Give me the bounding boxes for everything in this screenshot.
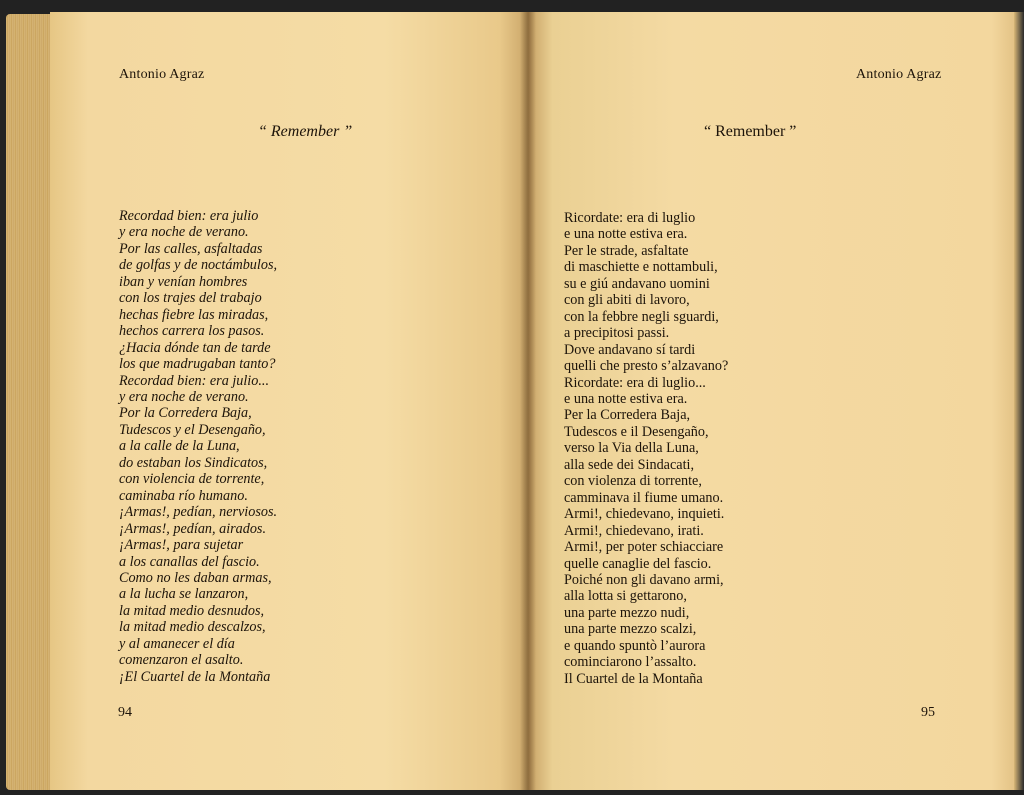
poem-line: Tudescos y el Desengaño, (119, 421, 266, 438)
poem-line: su e giú andavano uomini (564, 275, 710, 292)
running-header-author: Antonio Agraz (856, 67, 942, 82)
book-gutter (520, 12, 536, 790)
poem-line: caminaba río humano. (119, 487, 248, 504)
poem-line: Armi!, per poter schiacciare (564, 539, 724, 556)
poem-line: alla lotta si gettarono, (564, 588, 687, 605)
poem-line: Dove andavano sí tardi (564, 341, 696, 358)
poem-line: ¿Hacia dónde tan de tarde (119, 339, 271, 356)
poem-line: ¡El Cuartel de la Montaña (119, 668, 271, 685)
poem-line: cominciarono l’assalto. (564, 654, 697, 671)
right-page (528, 12, 1016, 790)
running-header-author: Antonio Agraz (119, 67, 205, 82)
poem-line: quelli che presto s’alzavano? (564, 358, 729, 375)
poem-line: con gli abiti di lavoro, (564, 292, 690, 309)
poem-line: a los canallas del fascio. (119, 553, 260, 570)
poem-line: Como no les daban armas, (119, 569, 272, 586)
left-page (50, 12, 528, 790)
poem-line: di maschiette e nottambuli, (564, 259, 718, 276)
poem-line: a la calle de la Luna, (119, 438, 240, 455)
poem-line: Armi!, chiedevano, inquieti. (564, 506, 725, 523)
poem-line: los que madrugaban tanto? (119, 356, 276, 373)
poem-line: verso la Via della Luna, (564, 440, 699, 457)
poem-line: Per la Corredera Baja, (564, 407, 691, 424)
poem-line: Recordad bien: era julio... (119, 372, 269, 389)
poem-line: e quando spuntò l’aurora (564, 637, 706, 654)
poem-line: comenzaron el asalto. (119, 652, 244, 669)
cover-edge (1014, 12, 1024, 790)
poem-line: Recordad bien: era julio (119, 208, 259, 224)
poem-line: la mitad medio desnudos, (119, 602, 265, 619)
poem-line: ¡Armas!, pedían, airados. (119, 520, 267, 537)
poem-line: Poiché non gli davano armi, (564, 571, 724, 588)
poem-line: y era noche de verano. (119, 388, 249, 405)
poem-line: una parte mezzo nudi, (564, 604, 690, 621)
poem-line: con violenza di torrente, (564, 473, 702, 490)
poem-line: con violencia de torrente, (119, 471, 265, 488)
page-edges (6, 14, 56, 790)
poem-line: alla sede dei Sindacati, (564, 456, 695, 473)
poem-line: Ricordate: era di luglio (564, 210, 696, 226)
poem-line: Ricordate: era di luglio... (564, 374, 706, 391)
page-number: 94 (118, 705, 132, 720)
page-number: 95 (921, 705, 935, 720)
poem-line: con los trajes del trabajo (119, 290, 262, 307)
poem-text-spanish (119, 208, 277, 685)
poem-line: Por la Corredera Baja, (119, 405, 252, 422)
poem-line: la mitad medio descalzos, (119, 619, 266, 636)
poem-line: hechos carrera los pasos. (119, 323, 265, 340)
poem-line: hechas fiebre las miradas, (119, 306, 269, 323)
poem-line: Tudescos e il Desengaño, (564, 423, 709, 440)
poem-line: con la febbre negli sguardi, (564, 308, 719, 325)
poem-line: y era noche de verano. (119, 224, 249, 241)
poem-line: do estaban los Sindicatos, (119, 454, 268, 471)
poem-text-italian (564, 210, 728, 687)
poem-line: Armi!, chiedevano, irati. (564, 522, 704, 539)
poem-line: e una notte estiva era. (564, 226, 688, 243)
poem-line: y al amanecer el día (119, 635, 235, 652)
poem-line: e una notte estiva era. (564, 390, 688, 407)
poem-line: Per le strade, asfaltate (564, 242, 689, 259)
poem-line: a la lucha se lanzaron, (119, 586, 249, 603)
poem-line: ¡Armas!, pedían, nerviosos. (119, 504, 278, 521)
poem-title: “ Remember ” (258, 123, 353, 140)
poem-line: una parte mezzo scalzi, (564, 621, 697, 638)
poem-line: a precipitosi passi. (564, 325, 670, 342)
poem-line: quelle canaglie del fascio. (564, 555, 712, 572)
poem-title: “ Remember ” (704, 123, 797, 140)
poem-line: Il Cuartel de la Montaña (564, 670, 703, 687)
poem-line: camminava il fiume umano. (564, 489, 724, 506)
poem-line: iban y venían hombres (119, 273, 248, 290)
poem-line: de golfas y de noctámbulos, (119, 257, 278, 274)
poem-line: Por las calles, asfaltadas (119, 240, 263, 257)
poem-line: ¡Armas!, para sujetar (119, 537, 244, 554)
